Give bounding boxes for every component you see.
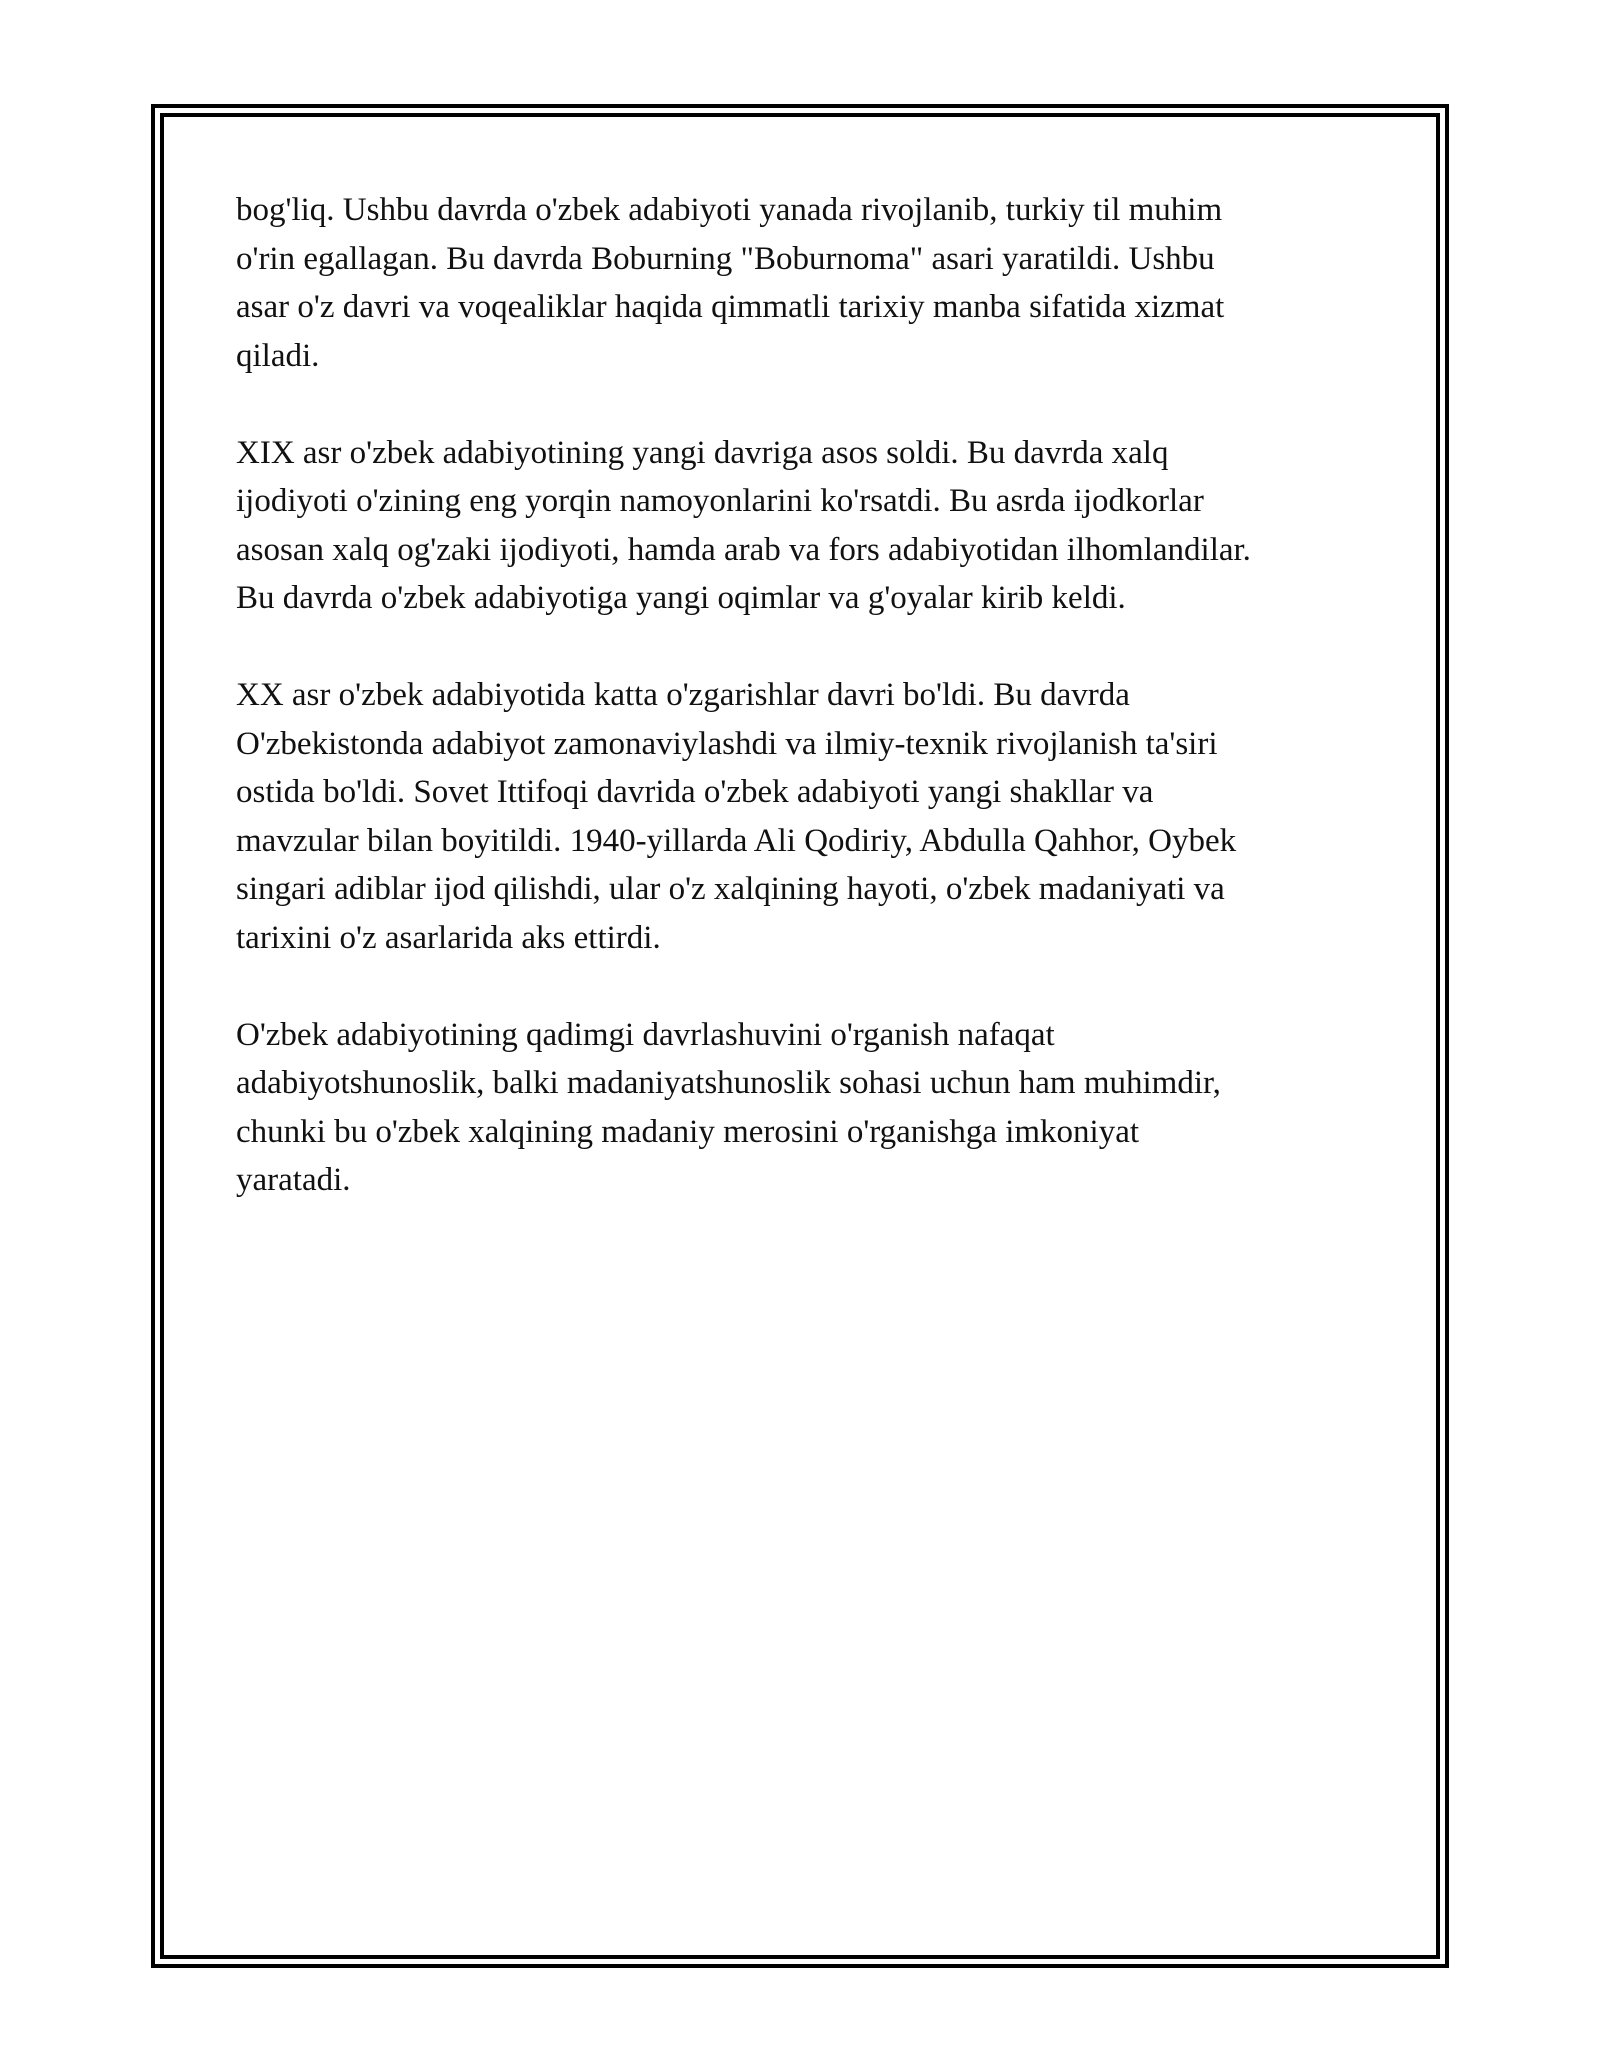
text-line: chunki bu o'zbek xalqining madaniy merosini o'rganishga imkoniyat	[236, 1113, 1140, 1150]
text-line: mavzular bilan boyitildi. 1940-yillarda Ali Qodiriy, Abdulla Qahhor, Oybek	[236, 822, 1237, 859]
text-line: Bu davrda o'zbek adabiyotiga yangi oqimlar va g'oyalar kirib keldi.	[236, 580, 1126, 616]
paragraph-4	[236, 1011, 1376, 1205]
text-line: yaratadi.	[236, 1162, 351, 1198]
text-line: tarixini o'z asarlarida aks ettirdi.	[236, 919, 661, 956]
text-line: bog'liq. Ushbu davrda o'zbek adabiyoti yanada rivojlanib, turkiy til muhim	[236, 192, 1223, 228]
text-line: singari adiblar ijod qilishdi, ular o'z xalqining hayoti, o'zbek madaniyati va	[236, 871, 1225, 907]
text-line: XX asr o'zbek adabiyotida katta o'zgarishlar davri bo'ldi. Bu davrda	[236, 677, 1130, 713]
paragraph-3	[236, 671, 1376, 962]
text-line: adabiyotshunoslik, balki madaniyatshunoslik sohasi uchun ham muhimdir,	[236, 1065, 1221, 1101]
text-line: o'rin egallagan. Bu davrda Boburning "Boburnoma" asari yaratildi. Ushbu	[236, 240, 1215, 277]
paragraph-2	[236, 429, 1376, 623]
text-line: O'zbekistonda adabiyot zamonaviylashdi va ilmiy-texnik rivojlanish ta'siri	[236, 725, 1218, 762]
document-body	[236, 186, 1376, 1205]
paragraph-1	[236, 186, 1376, 380]
text-line: ijodiyoti o'zining eng yorqin namoyonlarini ko'rsatdi. Bu asrda ijodkorlar	[236, 483, 1204, 519]
text-line: qiladi.	[236, 337, 320, 374]
text-line: XIX asr o'zbek adabiyotining yangi davriga asos soldi. Bu davrda xalq	[236, 434, 1169, 471]
text-line: asosan xalq og'zaki ijodiyoti, hamda arab va fors adabiyotidan ilhomlandilar.	[236, 531, 1251, 568]
text-line: asar o'z davri va voqealiklar haqida qimmatli tarixiy manba sifatida xizmat	[236, 289, 1225, 325]
text-line: O'zbek adabiyotining qadimgi davrlashuvini o'rganish nafaqat	[236, 1016, 1055, 1053]
text-line: ostida bo'ldi. Sovet Ittifoqi davrida o'zbek adabiyoti yangi shakllar va	[236, 774, 1154, 810]
